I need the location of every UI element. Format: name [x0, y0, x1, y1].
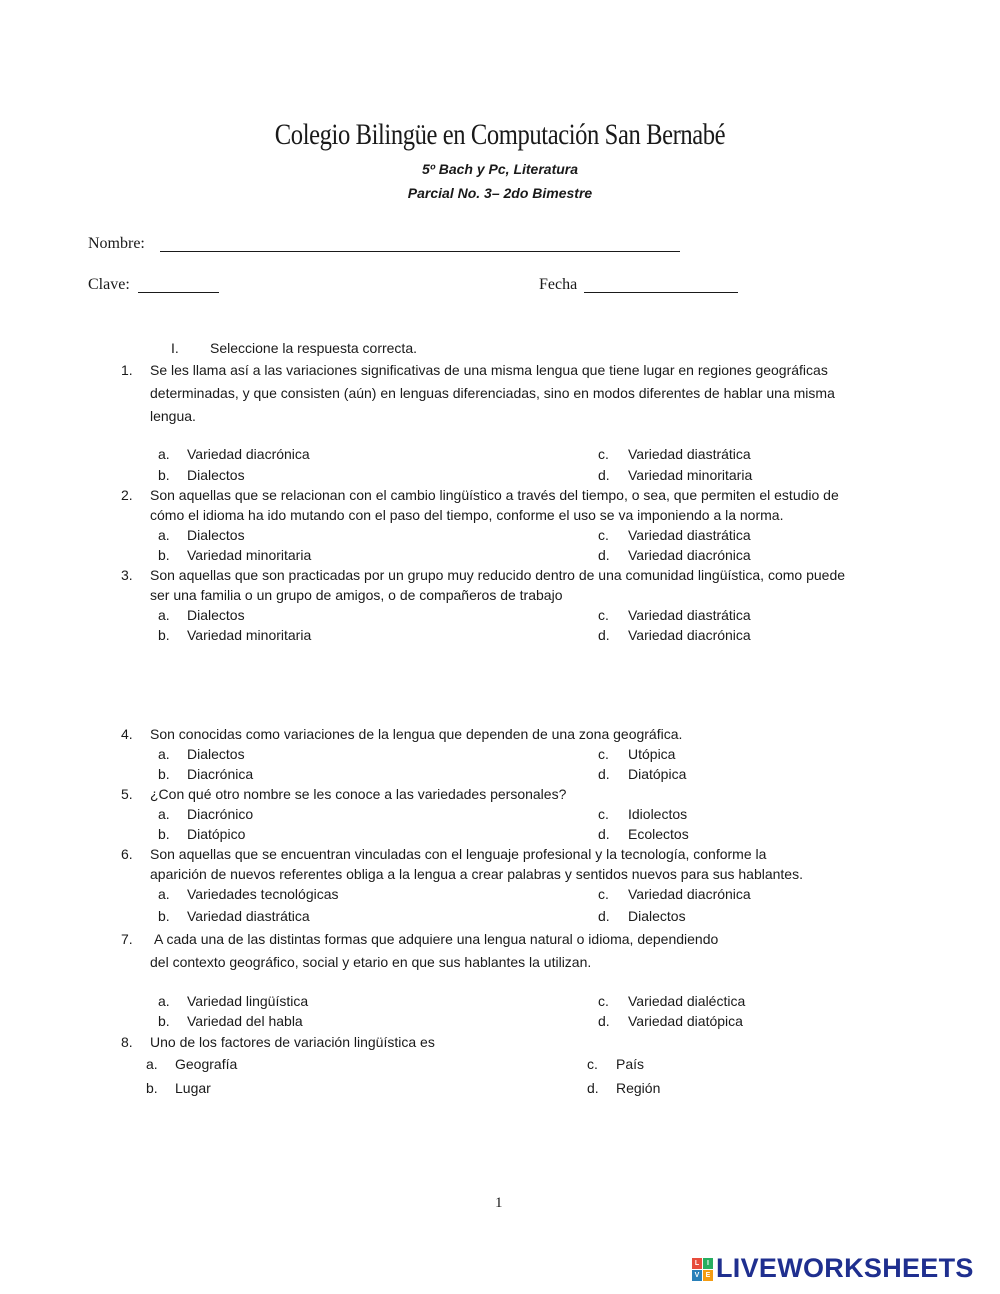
option-letter[interactable]: c. — [598, 527, 609, 543]
question-number: 2. — [121, 487, 133, 503]
option-text[interactable]: Diatópica — [628, 766, 687, 782]
option-text[interactable]: Ecolectos — [628, 826, 689, 842]
question-number: 5. — [121, 786, 133, 802]
option-text[interactable]: Variedad del habla — [187, 1013, 303, 1029]
option-letter[interactable]: a. — [158, 446, 170, 462]
option-letter[interactable]: c. — [598, 993, 609, 1009]
option-letter[interactable]: b. — [158, 826, 170, 842]
option-text[interactable]: Dialectos — [187, 607, 245, 623]
option-letter[interactable]: c. — [587, 1056, 598, 1072]
option-letter[interactable]: c. — [598, 446, 609, 462]
clave-input-line[interactable] — [138, 292, 219, 293]
option-letter[interactable]: a. — [158, 993, 170, 1009]
option-text[interactable]: Variedad diastrática — [628, 527, 751, 543]
option-letter[interactable]: b. — [158, 1013, 170, 1029]
option-text[interactable]: Variedad diacrónica — [628, 886, 751, 902]
option-text[interactable]: Diacrónica — [187, 766, 254, 782]
course-subtitle: 5º Bach y Pc, Literatura — [421, 161, 579, 177]
option-text[interactable]: País — [616, 1056, 645, 1072]
section-instruction: Seleccione la respuesta correcta. — [210, 340, 417, 356]
option-letter[interactable]: b. — [146, 1080, 158, 1096]
option-letter[interactable]: d. — [598, 908, 610, 924]
question-text-line: determinadas, y que consisten (aún) en lenguas diferenciadas, sino en modos diferentes de hablar una misma — [150, 385, 835, 401]
school-title: Colegio Bilingüe en Computación San Bernabé — [274, 118, 726, 151]
question-text-line: Uno de los factores de variación lingüística es — [150, 1034, 435, 1050]
option-text[interactable]: Variedad diastrática — [187, 908, 310, 924]
option-letter[interactable]: a. — [146, 1056, 158, 1072]
option-text[interactable]: Utópica — [628, 746, 676, 762]
question-text-line: cómo el idioma ha ido mutando con el paso del tiempo, conforme el uso se va imponiendo a la norma. — [150, 507, 784, 523]
option-letter[interactable]: a. — [158, 746, 170, 762]
option-text[interactable]: Variedad diastrática — [628, 446, 751, 462]
option-text[interactable]: Dialectos — [628, 908, 686, 924]
option-text[interactable]: Variedad diatópica — [628, 1013, 743, 1029]
option-letter[interactable]: b. — [158, 908, 170, 924]
option-text[interactable]: Geografía — [175, 1056, 238, 1072]
option-text[interactable]: Variedad diastrática — [628, 607, 751, 623]
question-number: 4. — [121, 726, 133, 742]
option-text[interactable]: Variedad lingüística — [187, 993, 309, 1009]
option-letter[interactable]: c. — [598, 886, 609, 902]
option-text[interactable]: Diatópico — [187, 826, 246, 842]
option-letter[interactable]: b. — [158, 467, 170, 483]
liveworksheets-logo[interactable]: LIVEWORKSHEETS — [716, 1253, 974, 1283]
option-letter[interactable]: c. — [598, 806, 609, 822]
question-text-line: ser una familia o un grupo de amigos, o de compañeros de trabajo — [150, 587, 563, 603]
option-letter[interactable]: c. — [598, 607, 609, 623]
clave-label: Clave: — [88, 276, 130, 293]
option-text[interactable]: Variedad dialéctica — [628, 993, 746, 1009]
question-text-line: Son aquellas que se relacionan con el cambio lingüístico a través del tiempo, o sea, que permiten el estudio de — [150, 487, 839, 503]
question-number: 1. — [121, 362, 133, 378]
question-text-line: Son conocidas como variaciones de la lengua que dependen de una zona geográfica. — [150, 726, 683, 742]
option-letter[interactable]: d. — [598, 467, 610, 483]
option-letter[interactable]: d. — [587, 1080, 599, 1096]
badge-letter: L — [692, 1258, 702, 1269]
option-letter[interactable]: d. — [598, 547, 610, 563]
option-text[interactable]: Variedad minoritaria — [187, 547, 312, 563]
option-text[interactable]: Dialectos — [187, 746, 245, 762]
question-number: 8. — [121, 1034, 133, 1050]
option-letter[interactable]: b. — [158, 627, 170, 643]
question-number: 3. — [121, 567, 133, 583]
fecha-label: Fecha — [539, 276, 578, 293]
option-letter[interactable]: d. — [598, 627, 610, 643]
option-text[interactable]: Variedades tecnológicas — [187, 886, 339, 902]
option-text[interactable]: Variedad diacrónica — [628, 547, 751, 563]
option-text[interactable]: Diacrónico — [187, 806, 254, 822]
option-letter[interactable]: a. — [158, 527, 170, 543]
exam-subtitle: Parcial No. 3– 2do Bimestre — [407, 185, 593, 201]
option-text[interactable]: Idiolectos — [628, 806, 688, 822]
section-number: I. — [171, 340, 179, 356]
question-text-line: Son aquellas que son practicadas por un grupo muy reducido dentro de una comunidad lingüística, como puede — [150, 567, 846, 583]
nombre-label: Nombre: — [88, 235, 145, 252]
badge-letter: V — [692, 1270, 702, 1281]
option-text[interactable]: Lugar — [175, 1080, 211, 1096]
option-letter[interactable]: a. — [158, 806, 170, 822]
option-text[interactable]: Región — [616, 1080, 661, 1096]
option-letter[interactable]: c. — [598, 746, 609, 762]
option-text[interactable]: Variedad diacrónica — [628, 627, 751, 643]
option-text[interactable]: Variedad minoritaria — [628, 467, 753, 483]
option-text[interactable]: Dialectos — [187, 527, 245, 543]
option-text[interactable]: Variedad minoritaria — [187, 627, 312, 643]
option-letter[interactable]: b. — [158, 547, 170, 563]
question-text-line: del contexto geográfico, social y etario en que sus hablantes la utilizan. — [150, 954, 592, 970]
nombre-input-line[interactable] — [160, 251, 680, 252]
option-letter[interactable]: d. — [598, 1013, 610, 1029]
fecha-input-line[interactable] — [584, 292, 738, 293]
badge-letter: I — [703, 1258, 713, 1269]
liveworksheets-badge-icon — [692, 1258, 714, 1282]
option-letter[interactable]: a. — [158, 886, 170, 902]
page-number: 1 — [495, 1195, 503, 1211]
option-letter[interactable]: d. — [598, 766, 610, 782]
option-text[interactable]: Variedad diacrónica — [187, 446, 310, 462]
question-text-line: Son aquellas que se encuentran vinculadas con el lenguaje profesional y la tecnología, conforme la — [150, 846, 767, 862]
option-text[interactable]: Dialectos — [187, 467, 245, 483]
question-text-line: lengua. — [150, 408, 196, 424]
badge-letter: E — [703, 1270, 713, 1281]
option-letter[interactable]: b. — [158, 766, 170, 782]
question-text-line: A cada una de las distintas formas que adquiere una lengua natural o idioma, dependiendo — [154, 931, 719, 947]
option-letter[interactable]: d. — [598, 826, 610, 842]
question-text-line: ¿Con qué otro nombre se les conoce a las variedades personales? — [150, 786, 567, 802]
question-number: 7. — [121, 931, 133, 947]
option-letter[interactable]: a. — [158, 607, 170, 623]
question-text-line: Se les llama así a las variaciones significativas de una misma lengua que tiene lugar en regiones geográficas — [150, 362, 828, 378]
question-text-line: aparición de nuevos referentes obliga a la lengua a crear palabras y sentidos nuevos para sus hablantes. — [150, 866, 803, 882]
question-number: 6. — [121, 846, 133, 862]
